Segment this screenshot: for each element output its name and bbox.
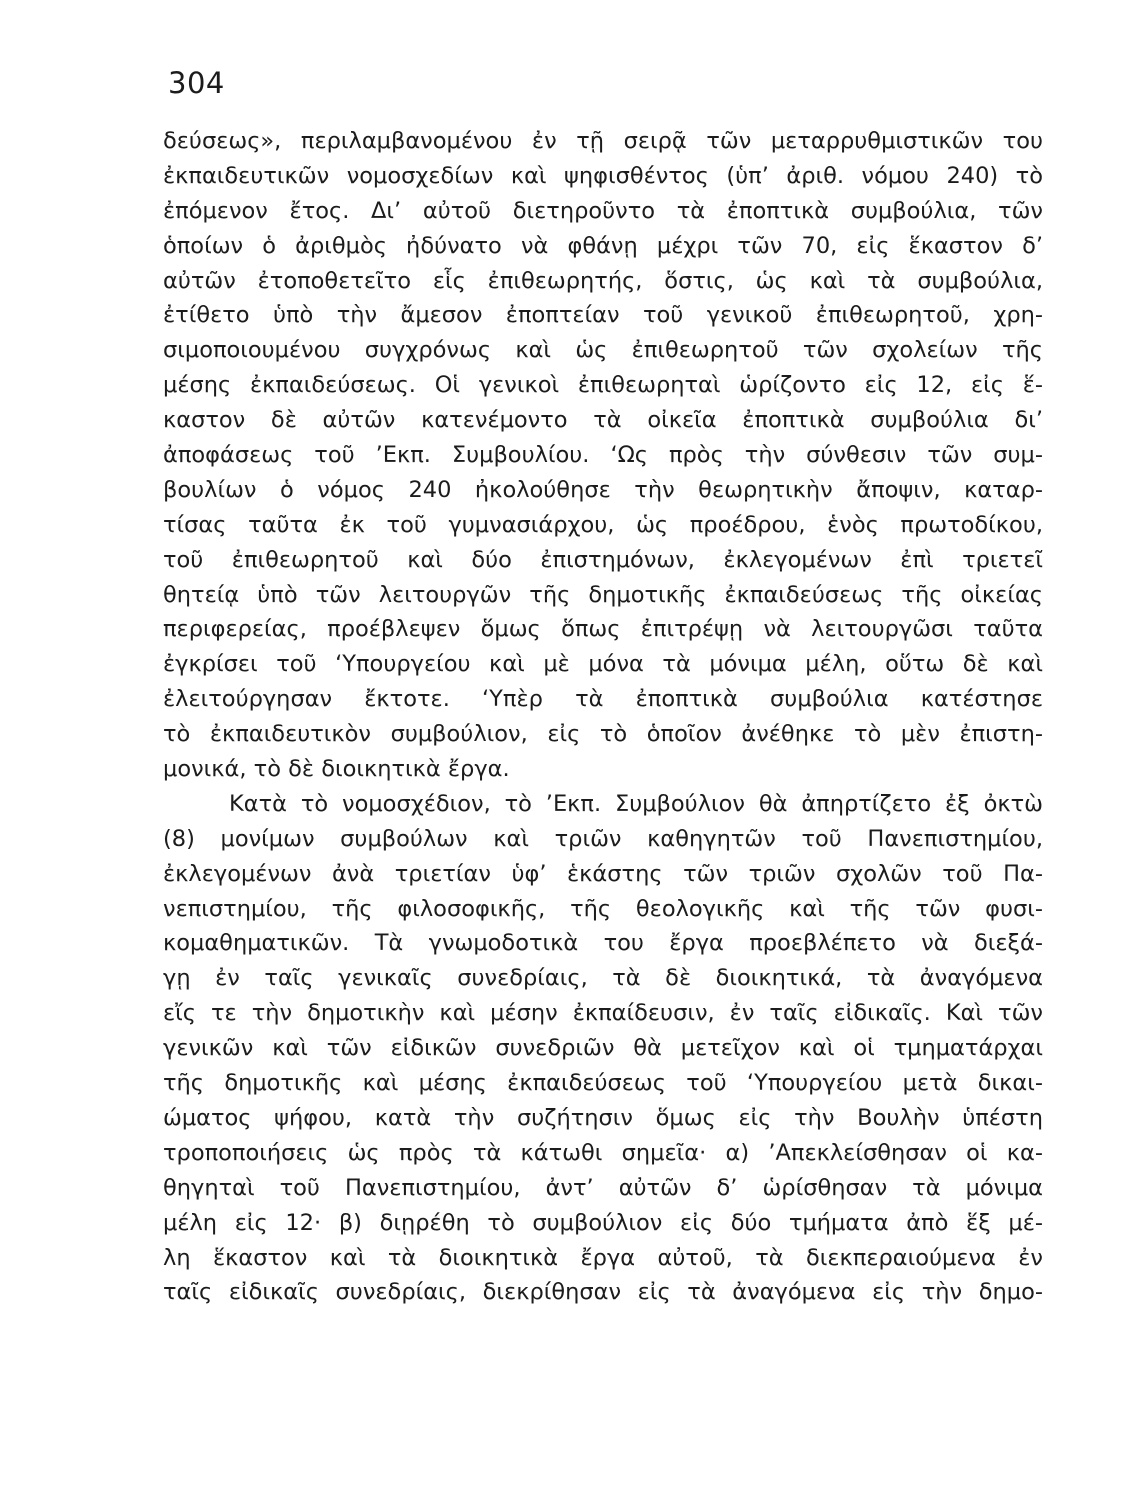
text-line: ταῖς εἰδικαῖς συνεδρίαις, διεκρίθησαν εἰς τὰ ἀναγόμενα εἰς τὴν δημο-: [163, 1279, 1043, 1306]
page-number: 304: [168, 66, 225, 100]
text-line: ἐτίθετο ὑπὸ τὴν ἄμεσον ἐποπτείαν τοῦ γενικοῦ ἐπιθεωρητοῦ, χρη-: [163, 302, 1043, 329]
text-line: ὁποίων ὁ ἀριθμὸς ἠδύνατο νὰ φθάνῃ μέχρι τῶν 70, εἰς ἕκαστον δ’: [163, 232, 1043, 259]
text-line: (8) μονίμων συμβούλων καὶ τριῶν καθηγητῶν τοῦ Πανεπιστημίου,: [163, 825, 1043, 852]
text-line: γενικῶν καὶ τῶν εἰδικῶν συνεδριῶν θὰ μετεῖχον καὶ οἱ τμηματάρχαι: [163, 1035, 1043, 1062]
text-line: θητείᾳ ὑπὸ τῶν λειτουργῶν τῆς δημοτικῆς ἐκπαιδεύσεως τῆς οἰκείας: [163, 581, 1043, 608]
paragraph-2: [163, 787, 1043, 1310]
text-line: τῆς δημοτικῆς καὶ μέσης ἐκπαιδεύσεως τοῦ ‘Υπουργείου μετὰ δικαι-: [163, 1070, 1043, 1097]
text-line: εἴς τε τὴν δημοτικὴν καὶ μέσην ἐκπαίδευσιν, ἐν ταῖς εἰδικαῖς. Καὶ τῶν: [163, 1000, 1043, 1027]
text-line: ἐγκρίσει τοῦ ‘Υπουργείου καὶ μὲ μόνα τὰ μόνιμα μέλη, οὕτω δὲ καὶ: [163, 651, 1043, 678]
text-line: ἐλειτούργησαν ἔκτοτε. ‘Υπὲρ τὰ ἐποπτικὰ συμβούλια κατέστησε: [163, 686, 1043, 713]
text-line: σιμοποιουμένου συγχρόνως καὶ ὡς ἐπιθεωρητοῦ τῶν σχολείων τῆς: [163, 337, 1043, 364]
text-line: ἐκπαιδευτικῶν νομοσχεδίων καὶ ψηφισθέντος (ὑπ’ ἀριθ. νόμου 240) τὸ: [163, 162, 1043, 189]
text-line: κομαθηματικῶν. Τὰ γνωμοδοτικὰ του ἔργα προεβλέπετο νὰ διεξά-: [163, 930, 1043, 957]
body-text: [163, 124, 1043, 1310]
text-line: δεύσεως», περιλαμβανομένου ἐν τῇ σειρᾷ τῶν μεταρρυθμιστικῶν του: [163, 128, 1043, 154]
text-line: τίσας ταῦτα ἐκ τοῦ γυμνασιάρχου, ὡς προέδρου, ἑνὸς πρωτοδίκου,: [163, 511, 1043, 538]
text-line: ἐκλεγομένων ἀνὰ τριετίαν ὑφ’ ἑκάστης τῶν τριῶν σχολῶν τοῦ Πα-: [163, 860, 1043, 887]
text-line: αὐτῶν ἐτοποθετεῖτο εἷς ἐπιθεωρητής, ὅστις, ὡς καὶ τὰ συμβούλια,: [163, 267, 1043, 294]
text-line: ώματος ψήφου, κατὰ τὴν συζήτησιν ὅμως εἰς τὴν Βουλὴν ὑπέστη: [163, 1104, 1043, 1131]
text-line: βουλίων ὁ νόμος 240 ἠκολούθησε τὴν θεωρητικὴν ἄποψιν, καταρ-: [163, 476, 1043, 503]
paragraph-1: [163, 124, 1043, 787]
text-line: μέσης ἐκπαιδεύσεως. Οἱ γενικοὶ ἐπιθεωρηταὶ ὡρίζοντο εἰς 12, εἰς ἕ-: [163, 372, 1043, 399]
text-line: Κατὰ τὸ νομοσχέδιον, τὸ ’Εκπ. Συμβούλιον θὰ ἀπηρτίζετο ἐξ ὀκτὼ: [229, 790, 1043, 817]
text-line: λη ἕκαστον καὶ τὰ διοικητικὰ ἔργα αὐτοῦ, τὰ διεκπεραιούμενα ἐν: [163, 1244, 1043, 1271]
text-line: ἐπόμενον ἔτος. Δι’ αὐτοῦ διετηροῦντο τὰ ἐποπτικὰ συμβούλια, τῶν: [163, 197, 1043, 224]
text-line: ἀποφάσεως τοῦ ’Εκπ. Συμβουλίου. ‘Ως πρὸς τὴν σύνθεσιν τῶν συμ-: [163, 442, 1043, 469]
text-line: καστον δὲ αὐτῶν κατενέμοντο τὰ οἰκεῖα ἐποπτικὰ συμβούλια δι’: [163, 407, 1043, 434]
text-line: περιφερείας, προέβλεψεν ὅμως ὅπως ἐπιτρέψῃ νὰ λειτουργῶσι ταῦτα: [163, 616, 1043, 643]
text-line: γῃ ἐν ταῖς γενικαῖς συνεδρίαις, τὰ δὲ διοικητικά, τὰ ἀναγόμενα: [163, 965, 1043, 992]
text-line: μονικά, τὸ δὲ διοικητικὰ ἔργα.: [163, 756, 510, 783]
text-line: τοῦ ἐπιθεωρητοῦ καὶ δύο ἐπιστημόνων, ἐκλεγομένων ἐπὶ τριετεῖ: [163, 546, 1043, 573]
text-line: νεπιστημίου, τῆς φιλοσοφικῆς, τῆς θεολογικῆς καὶ τῆς τῶν φυσι-: [163, 895, 1043, 922]
text-line: θηγηταὶ τοῦ Πανεπιστημίου, ἀντ’ αὐτῶν δ’ ὡρίσθησαν τὰ μόνιμα: [163, 1174, 1043, 1201]
text-line: τὸ ἐκπαιδευτικὸν συμβούλιον, εἰς τὸ ὁποῖον ἀνέθηκε τὸ μὲν ἐπιστη-: [163, 721, 1043, 748]
text-line: μέλη εἰς 12· β) διῃρέθη τὸ συμβούλιον εἰς δύο τμήματα ἀπὸ ἕξ μέ-: [163, 1209, 1043, 1236]
text-line: τροποποιήσεις ὡς πρὸς τὰ κάτωθι σημεῖα· α) ’Απεκλείσθησαν οἱ κα-: [163, 1139, 1043, 1166]
